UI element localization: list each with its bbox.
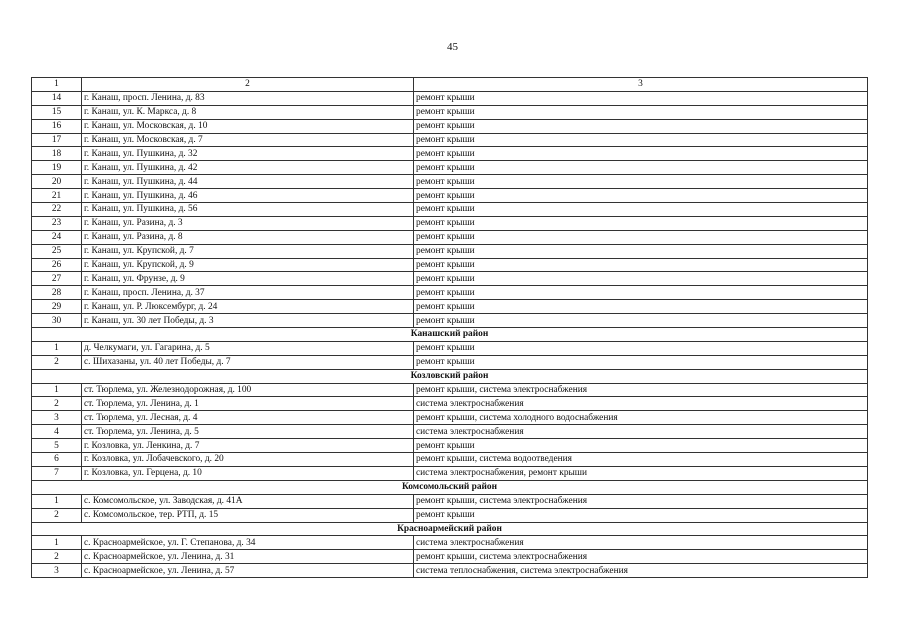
district-title: Комсомольский район	[32, 480, 868, 494]
page-number: 45	[447, 41, 458, 53]
row-work-type: ремонт крыши, система холодного водоснабжения	[414, 411, 868, 425]
row-address: г. Канаш, ул. Московская, д. 10	[82, 119, 414, 133]
header-col-1: 1	[32, 78, 82, 92]
row-work-type: ремонт крыши	[414, 244, 868, 258]
row-number: 1	[32, 494, 82, 508]
row-work-type: ремонт крыши	[414, 300, 868, 314]
table-row	[32, 244, 868, 258]
row-address: с. Комсомольское, ул. Заводская, д. 41А	[82, 494, 414, 508]
row-address: ст. Тюрлема, ул. Ленина, д. 1	[82, 397, 414, 411]
row-number: 5	[32, 439, 82, 453]
row-address: г. Канаш, ул. Фрунзе, д. 9	[82, 272, 414, 286]
row-address: с. Шихазаны, ул. 40 лет Победы, д. 7	[82, 355, 414, 369]
table-row	[32, 216, 868, 230]
row-number: 20	[32, 175, 82, 189]
table-body	[32, 78, 868, 578]
row-number: 7	[32, 466, 82, 480]
header-col-3: 3	[414, 78, 868, 92]
row-number: 1	[32, 383, 82, 397]
district-header-row	[32, 328, 868, 342]
row-number: 19	[32, 161, 82, 175]
row-number: 17	[32, 133, 82, 147]
district-title: Красноармейский район	[32, 522, 868, 536]
row-address: г. Канаш, ул. Московская, д. 7	[82, 133, 414, 147]
table-row	[32, 147, 868, 161]
row-work-type: ремонт крыши	[414, 272, 868, 286]
row-number: 4	[32, 425, 82, 439]
row-address: г. Канаш, ул. К. Маркса, д. 8	[82, 105, 414, 119]
row-address: ст. Тюрлема, ул. Лесная, д. 4	[82, 411, 414, 425]
row-work-type: система электроснабжения	[414, 425, 868, 439]
table-row	[32, 286, 868, 300]
table-row	[32, 355, 868, 369]
row-number: 18	[32, 147, 82, 161]
district-title: Козловский район	[32, 369, 868, 383]
table-row	[32, 453, 868, 467]
table-row	[32, 341, 868, 355]
header-col-2: 2	[82, 78, 414, 92]
table-row	[32, 550, 868, 564]
table-row	[32, 494, 868, 508]
table-row	[32, 564, 868, 578]
row-work-type: система теплоснабжения, система электроснабжения	[414, 564, 868, 578]
row-number: 15	[32, 105, 82, 119]
row-address: г. Канаш, ул. Разина, д. 3	[82, 216, 414, 230]
table-row	[32, 397, 868, 411]
row-number: 26	[32, 258, 82, 272]
row-work-type: ремонт крыши, система электроснабжения	[414, 383, 868, 397]
row-number: 22	[32, 203, 82, 217]
table-row	[32, 425, 868, 439]
row-address: г. Козловка, ул. Герцена, д. 10	[82, 466, 414, 480]
table-row	[32, 411, 868, 425]
row-address: г. Канаш, ул. Пушкина, д. 44	[82, 175, 414, 189]
row-number: 1	[32, 536, 82, 550]
row-address: г. Канаш, ул. Пушкина, д. 42	[82, 161, 414, 175]
row-number: 30	[32, 314, 82, 328]
row-address: г. Канаш, ул. Пушкина, д. 56	[82, 203, 414, 217]
district-header-row	[32, 480, 868, 494]
row-address: г. Канаш, ул. 30 лет Победы, д. 3	[82, 314, 414, 328]
row-work-type: ремонт крыши	[414, 161, 868, 175]
table-row	[32, 466, 868, 480]
table-row	[32, 272, 868, 286]
row-address: ст. Тюрлема, ул. Железнодорожная, д. 100	[82, 383, 414, 397]
row-address: с. Красноармейское, ул. Ленина, д. 31	[82, 550, 414, 564]
row-work-type: ремонт крыши	[414, 189, 868, 203]
row-work-type: ремонт крыши, система электроснабжения	[414, 550, 868, 564]
table-row	[32, 133, 868, 147]
table-row	[32, 508, 868, 522]
row-number: 16	[32, 119, 82, 133]
row-work-type: ремонт крыши	[414, 105, 868, 119]
row-work-type: ремонт крыши, система водоотведения	[414, 453, 868, 467]
row-number: 29	[32, 300, 82, 314]
row-work-type: ремонт крыши	[414, 230, 868, 244]
table-row	[32, 91, 868, 105]
table-row	[32, 119, 868, 133]
row-number: 1	[32, 341, 82, 355]
table-row	[32, 105, 868, 119]
row-number: 24	[32, 230, 82, 244]
row-work-type: ремонт крыши	[414, 119, 868, 133]
district-header-row	[32, 369, 868, 383]
row-address: с. Красноармейское, ул. Г. Степанова, д. 34	[82, 536, 414, 550]
row-number: 23	[32, 216, 82, 230]
row-work-type: ремонт крыши	[414, 355, 868, 369]
row-address: г. Козловка, ул. Лобачевского, д. 20	[82, 453, 414, 467]
row-address: г. Канаш, ул. Пушкина, д. 46	[82, 189, 414, 203]
row-work-type: система электроснабжения	[414, 397, 868, 411]
row-number: 3	[32, 411, 82, 425]
row-address: г. Канаш, ул. Разина, д. 8	[82, 230, 414, 244]
row-number: 28	[32, 286, 82, 300]
row-address: г. Канаш, ул. Крупской, д. 9	[82, 258, 414, 272]
header-row	[32, 78, 868, 92]
row-number: 27	[32, 272, 82, 286]
repair-register-table	[31, 77, 868, 578]
row-address: г. Канаш, просп. Ленина, д. 37	[82, 286, 414, 300]
row-work-type: ремонт крыши	[414, 91, 868, 105]
table-row	[32, 383, 868, 397]
row-number: 2	[32, 508, 82, 522]
row-number: 14	[32, 91, 82, 105]
table-row	[32, 203, 868, 217]
row-work-type: ремонт крыши	[414, 258, 868, 272]
row-work-type: ремонт крыши	[414, 341, 868, 355]
table-row	[32, 189, 868, 203]
table-row	[32, 300, 868, 314]
table-row	[32, 258, 868, 272]
row-address: с. Комсомольское, тер. РТП, д. 15	[82, 508, 414, 522]
row-work-type: ремонт крыши	[414, 175, 868, 189]
row-work-type: ремонт крыши	[414, 508, 868, 522]
row-number: 2	[32, 550, 82, 564]
row-work-type: ремонт крыши, система электроснабжения	[414, 494, 868, 508]
row-work-type: ремонт крыши	[414, 439, 868, 453]
row-work-type: система электроснабжения	[414, 536, 868, 550]
table-row	[32, 439, 868, 453]
table-row	[32, 161, 868, 175]
row-number: 2	[32, 397, 82, 411]
table-row	[32, 175, 868, 189]
row-address: г. Канаш, просп. Ленина, д. 83	[82, 91, 414, 105]
district-title: Канашский район	[32, 328, 868, 342]
row-address: ст. Тюрлема, ул. Ленина, д. 5	[82, 425, 414, 439]
row-work-type: ремонт крыши	[414, 133, 868, 147]
table-row	[32, 314, 868, 328]
row-address: г. Канаш, ул. Крупской, д. 7	[82, 244, 414, 258]
row-number: 21	[32, 189, 82, 203]
row-number: 6	[32, 453, 82, 467]
row-work-type: ремонт крыши	[414, 314, 868, 328]
row-number: 25	[32, 244, 82, 258]
row-address: д. Челкумаги, ул. Гагарина, д. 5	[82, 341, 414, 355]
row-work-type: ремонт крыши	[414, 203, 868, 217]
row-address: г. Канаш, ул. Пушкина, д. 32	[82, 147, 414, 161]
row-work-type: система электроснабжения, ремонт крыши	[414, 466, 868, 480]
row-number: 2	[32, 355, 82, 369]
row-work-type: ремонт крыши	[414, 216, 868, 230]
table-row	[32, 536, 868, 550]
table-row	[32, 230, 868, 244]
row-address: г. Канаш, ул. Р. Люксембург, д. 24	[82, 300, 414, 314]
row-work-type: ремонт крыши	[414, 286, 868, 300]
row-address: с. Красноармейское, ул. Ленина, д. 57	[82, 564, 414, 578]
district-header-row	[32, 522, 868, 536]
row-work-type: ремонт крыши	[414, 147, 868, 161]
row-address: г. Козловка, ул. Ленкина, д. 7	[82, 439, 414, 453]
row-number: 3	[32, 564, 82, 578]
